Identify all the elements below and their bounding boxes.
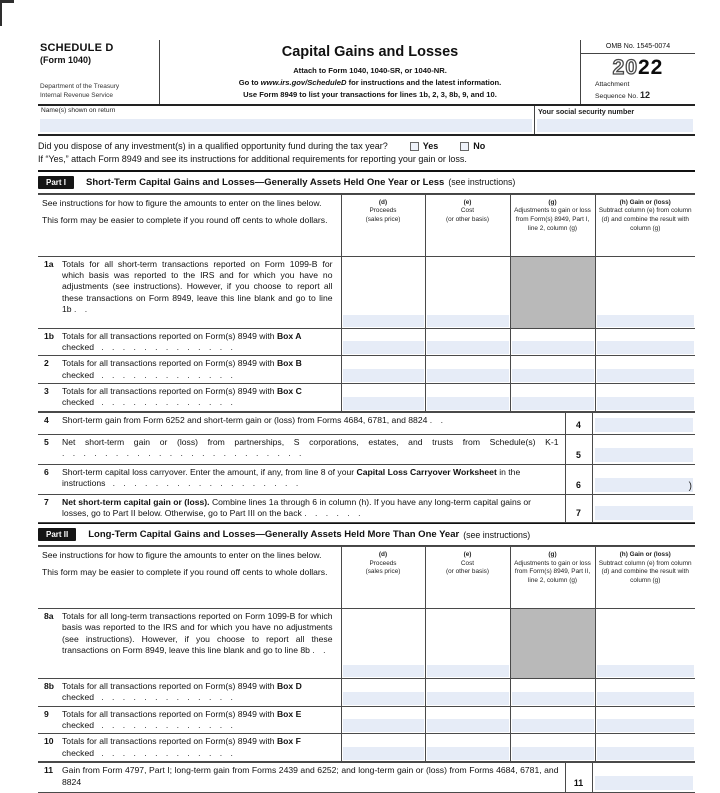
line-11-number-box: 11 bbox=[565, 763, 592, 793]
line-5-number-box: 5 bbox=[565, 434, 592, 464]
form-header bbox=[38, 40, 695, 106]
ssn-field-cell bbox=[535, 106, 695, 134]
line-3-description: 3 Totals for all transactions reported on Form(s) 8949 with Box C checked . . . . . . . . . . . . . bbox=[38, 384, 341, 412]
amount-field-2-e[interactable] bbox=[425, 356, 510, 384]
goto-instruction: Go to www.irs.gov/ScheduleD for instructions and the latest information. bbox=[238, 77, 502, 87]
screen-edge-artifact bbox=[0, 0, 2, 26]
screen-edge-artifact bbox=[0, 0, 14, 3]
amount-field-2-d[interactable] bbox=[341, 356, 425, 384]
line-7-number-box: 7 bbox=[565, 494, 592, 522]
use-form-instruction: Use Form 8949 to list your transactions for lines 1b, 2, 3, 8b, 9, and 10. bbox=[243, 89, 497, 99]
amount-field-3-h[interactable] bbox=[595, 384, 695, 412]
amount-field-11[interactable] bbox=[592, 763, 695, 793]
line-4-number-box: 4 bbox=[565, 412, 592, 434]
omb-number: OMB No. 1545-0074 bbox=[581, 40, 695, 54]
line-4-description: 4 Short-term gain from Form 6252 and short-term gain or (loss) from Forms 4684, 6781, and 8824 . . bbox=[38, 412, 565, 434]
irs-url-link[interactable]: www.irs.gov/ScheduleD bbox=[260, 77, 347, 87]
part1-badge: Part I bbox=[38, 176, 74, 189]
part2-title: Long-Term Capital Gains and Losses—Generally Assets Held More Than One Year bbox=[88, 529, 460, 540]
yes-checkbox[interactable] bbox=[410, 142, 419, 151]
amount-field-1b-e[interactable] bbox=[425, 328, 510, 356]
part2-badge: Part II bbox=[38, 528, 76, 541]
line-6-number-box: 6 bbox=[565, 464, 592, 494]
identity-row bbox=[38, 106, 695, 136]
amount-field-9-e[interactable] bbox=[425, 706, 510, 734]
part2-see-instructions: (see instructions) bbox=[463, 529, 531, 540]
no-checkbox[interactable] bbox=[460, 142, 469, 151]
amount-field-8b-d[interactable] bbox=[341, 679, 425, 707]
amount-field-1a-h[interactable] bbox=[595, 256, 695, 328]
part1-column-header-row bbox=[38, 194, 695, 256]
line-11-description: 11 Gain from Form 4797, Part I; long-term gain from Forms 2439 and 6252; and long-term gain or (loss) from Forms 4684, 6781, and 8824 bbox=[38, 763, 565, 793]
name-field-cell bbox=[38, 106, 535, 134]
amount-field-1a-e[interactable] bbox=[425, 256, 510, 328]
tax-year: 2022 bbox=[612, 56, 664, 79]
amount-field-6[interactable] bbox=[592, 464, 695, 494]
line-1a-description: 1a Totals for all short-term transactions reported on Form 1099-B for which basis was reported to the IRS and for which you have no adjustments (see instructions). However, if you choose to report all these transactions on Form 8949, leave this line blank and go to line 1b . . bbox=[38, 256, 341, 328]
yes-label: Yes bbox=[422, 140, 439, 151]
line-1b-description: 1b Totals for all transactions reported on Form(s) 8949 with Box A checked . . . . . . . . . . . . . bbox=[38, 328, 341, 356]
amount-field-10-e[interactable] bbox=[425, 734, 510, 762]
part1-see-instructions-cell: See instructions for how to figure the amounts to enter on the lines below. This form may be easier to complete if you round off cents to whole dollars. bbox=[38, 194, 341, 256]
amount-field-7[interactable] bbox=[592, 494, 695, 522]
column-h-header: (h) Gain or (loss) Subtract column (e) from column (d) and combine the result with column (g) bbox=[595, 547, 695, 609]
name-input[interactable] bbox=[40, 119, 532, 132]
column-e-header: (e) Cost (or other basis) bbox=[425, 194, 510, 256]
no-label: No bbox=[473, 140, 486, 151]
line-2-description: 2 Totals for all transactions reported on Form(s) 8949 with Box B checked . . . . . . . . . . . . . bbox=[38, 356, 341, 384]
amount-field-9-d[interactable] bbox=[341, 706, 425, 734]
amount-field-9-g[interactable] bbox=[510, 706, 595, 734]
form-id-block bbox=[38, 40, 160, 104]
amount-field-10-h[interactable] bbox=[595, 734, 695, 762]
page-title: Capital Gains and Losses bbox=[281, 44, 459, 60]
line-8b-row bbox=[38, 679, 695, 707]
form-number-label: (Form 1040) bbox=[40, 55, 92, 65]
part1-see-instructions: (see instructions) bbox=[448, 177, 516, 188]
line-1a-row bbox=[38, 256, 695, 328]
attachment-sequence: Attachment Sequence No. 12 bbox=[595, 81, 650, 100]
line-6-row bbox=[38, 464, 695, 494]
amount-field-10-d[interactable] bbox=[341, 734, 425, 762]
line-7-row bbox=[38, 494, 695, 522]
line-7-description: 7 Net short-term capital gain or (loss). Combine lines 1a through 6 in column (h). If you have any long-term capital gains or losses, go to Part II below. Otherwise, go to Part III on the back . . . . . . bbox=[38, 494, 565, 522]
form-instructions bbox=[166, 65, 574, 100]
part2-header bbox=[38, 523, 695, 546]
amount-field-3-g[interactable] bbox=[510, 384, 595, 412]
column-d-header: (d) Proceeds (sales price) bbox=[341, 547, 425, 609]
column-g-header: (g) Adjustments to gain or loss from Form(s) 8949, Part I, line 2, column (g) bbox=[510, 194, 595, 256]
part1-lines-table bbox=[38, 412, 695, 523]
amount-field-1b-g[interactable] bbox=[510, 328, 595, 356]
line-9-row bbox=[38, 706, 695, 734]
amount-field-1b-h[interactable] bbox=[595, 328, 695, 356]
amount-field-4[interactable] bbox=[592, 412, 695, 434]
attach-instruction: Attach to Form 1040, 1040-SR, or 1040-NR. bbox=[293, 66, 447, 75]
amount-field-8b-e[interactable] bbox=[425, 679, 510, 707]
form-title-block bbox=[160, 40, 580, 104]
part1-header bbox=[38, 172, 695, 194]
amount-field-8a-d[interactable] bbox=[341, 609, 425, 679]
line-8a-description: 8a Totals for all long-term transactions reported on Form 1099-B for which basis was reported to the IRS and for which you have no adjustments (see instructions). However, if you choose to report all these transactions on Form 8949, leave this line blank and go to line 8b . . bbox=[38, 609, 341, 679]
disabled-cell-1a-g bbox=[510, 256, 595, 328]
line-11-row bbox=[38, 763, 695, 793]
line-2-row bbox=[38, 356, 695, 384]
line-10-row bbox=[38, 734, 695, 762]
line-3-row bbox=[38, 384, 695, 412]
amount-field-2-g[interactable] bbox=[510, 356, 595, 384]
ssn-label: Your social security number bbox=[538, 106, 635, 116]
line-4-row bbox=[38, 412, 695, 434]
part2-lines-table bbox=[38, 762, 695, 793]
amount-field-8a-e[interactable] bbox=[425, 609, 510, 679]
amount-field-1a-d[interactable] bbox=[341, 256, 425, 328]
line-6-description: 6 Short-term capital loss carryover. Enter the amount, if any, from line 8 of your Capital Loss Carryover Worksheet in the instructions . . . . . . . . . . . . . . . . . . bbox=[38, 464, 565, 494]
column-e-header: (e) Cost (or other basis) bbox=[425, 547, 510, 609]
schedule-label: SCHEDULE D bbox=[40, 42, 114, 54]
disabled-cell-8a-g bbox=[510, 609, 595, 679]
part1-table bbox=[38, 194, 695, 412]
amount-field-2-h[interactable] bbox=[595, 356, 695, 384]
question-text: Did you dispose of any investment(s) in a qualified opportunity fund during the tax year? bbox=[38, 140, 388, 151]
omb-year-block bbox=[580, 40, 695, 104]
line-8b-description: 8b Totals for all transactions reported on Form(s) 8949 with Box D checked . . . . . . . . . . . . . bbox=[38, 679, 341, 707]
line-8a-row bbox=[38, 609, 695, 679]
part2-column-header-row bbox=[38, 547, 695, 609]
opportunity-fund-question bbox=[38, 136, 695, 172]
amount-field-3-e[interactable] bbox=[425, 384, 510, 412]
ssn-input[interactable] bbox=[537, 119, 693, 132]
line-5-row bbox=[38, 434, 695, 464]
amount-field-8a-h[interactable] bbox=[595, 609, 695, 679]
name-label: Name(s) shown on return bbox=[41, 106, 116, 114]
column-h-header: (h) Gain or (loss) Subtract column (e) from column (d) and combine the result with column (g) bbox=[595, 194, 695, 256]
amount-field-3-d[interactable] bbox=[341, 384, 425, 412]
amount-field-10-g[interactable] bbox=[510, 734, 595, 762]
amount-field-8b-h[interactable] bbox=[595, 679, 695, 707]
part1-title: Short-Term Capital Gains and Losses—Generally Assets Held One Year or Less bbox=[86, 176, 445, 188]
part2-table bbox=[38, 546, 695, 762]
amount-field-8b-g[interactable] bbox=[510, 679, 595, 707]
amount-field-1b-d[interactable] bbox=[341, 328, 425, 356]
amount-field-9-h[interactable] bbox=[595, 706, 695, 734]
line-5-description: 5 Net short-term gain or (loss) from partnerships, S corporations, estates, and trusts from Schedule(s) K-1 . . . . . . . . . . . . . . . . . . . . . . . bbox=[38, 434, 565, 464]
column-d-header: (d) Proceeds (sales price) bbox=[341, 194, 425, 256]
part2-see-instructions-cell: See instructions for how to figure the amounts to enter on the lines below. This form may be easier to complete if you round off cents to whole dollars. bbox=[38, 547, 341, 609]
line-10-description: 10 Totals for all transactions reported on Form(s) 8949 with Box F checked . . . . . . . . . . . . . bbox=[38, 734, 341, 762]
question-followup: If “Yes,” attach Form 8949 and see its instructions for additional requirements for reporting your gain or loss. bbox=[38, 153, 467, 164]
column-g-header: (g) Adjustments to gain or loss from Form(s) 8949, Part II, line 2, column (g) bbox=[510, 547, 595, 609]
agency-label: Department of the Treasury Internal Revenue Service bbox=[40, 83, 120, 99]
right-paren: ) bbox=[688, 480, 692, 492]
line-9-description: 9 Totals for all transactions reported on Form(s) 8949 with Box E checked . . . . . . . . . . . . . bbox=[38, 706, 341, 734]
line-1b-row bbox=[38, 328, 695, 356]
amount-field-5[interactable] bbox=[592, 434, 695, 464]
